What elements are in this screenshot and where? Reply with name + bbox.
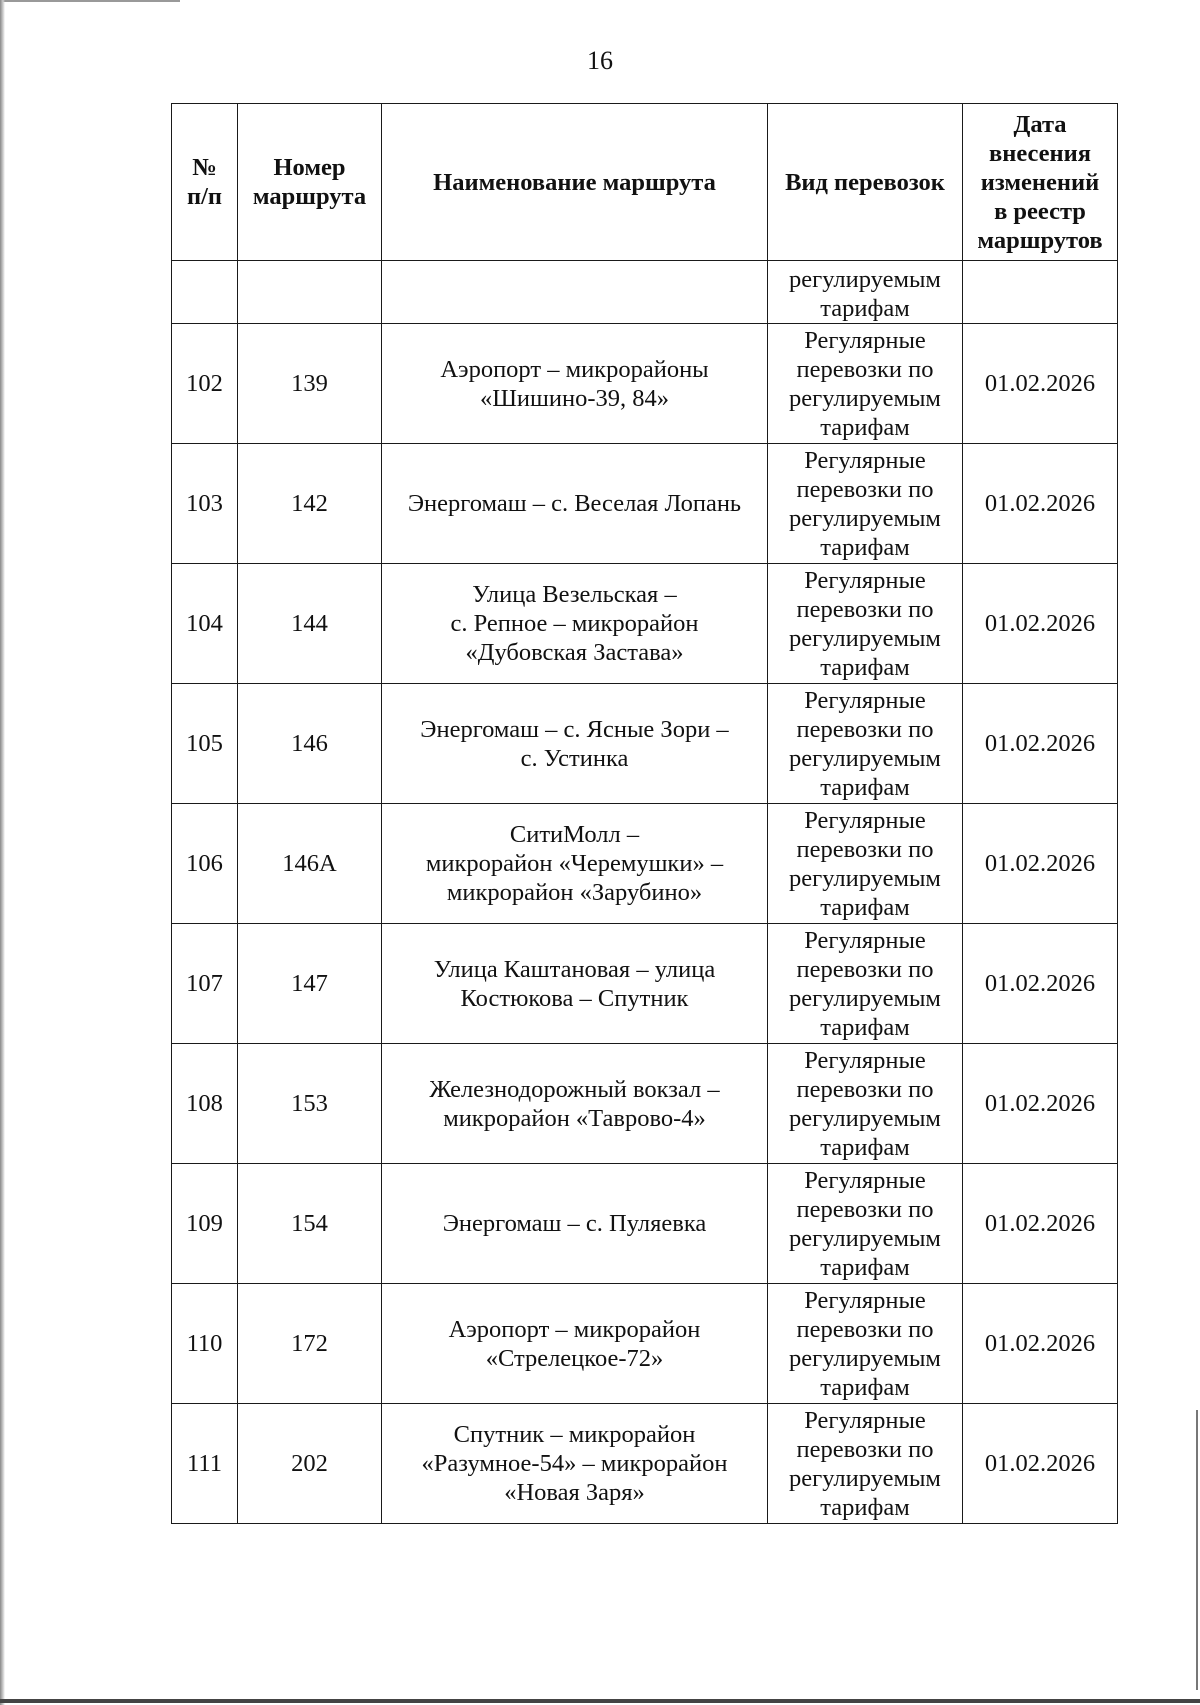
cell-route-number: 139 [238,324,382,444]
cell-text-line: Номер [273,154,346,181]
cell-text-line: регулируемым [789,624,941,652]
cell-text-line: Регулярные [804,1166,926,1194]
header-route-number [238,104,382,261]
cell-text-line: регулируемым [789,744,941,772]
cell-transport-type [768,261,963,324]
cell-route-number: 147 [238,924,382,1044]
cell-text-line: микрорайон «Черемушки» – [425,850,724,877]
cell-route-number: 202 [238,1404,382,1524]
cell-route-name [382,1164,768,1284]
table-row-continued [172,261,1118,324]
cell-text-line: тарифам [820,1373,910,1401]
table-row [172,804,1118,924]
table-row [172,684,1118,804]
cell-text-line: «Новая Заря» [504,1479,645,1506]
cell-text-line: Регулярные [804,926,926,954]
cell-text-line: перевозки по [796,355,934,383]
cell-text-line: тарифам [820,413,910,441]
cell-text-line: регулируемым [789,1104,941,1132]
cell-text-line: Наименование маршрута [433,168,716,196]
cell-date-changed: 01.02.2026 [963,1164,1118,1284]
cell-text-line: тарифам [820,893,910,921]
table-row [172,1404,1118,1524]
cell-text-line: тарифам [820,295,910,322]
table-row [172,1284,1118,1404]
scan-edge-bottom [0,1699,1200,1703]
cell-text-line: Костюкова – Спутник [460,984,689,1012]
cell-transport-type [768,444,963,564]
cell-text-line: тарифам [820,1253,910,1281]
cell-text-line: регулируемым [789,504,941,532]
cell-date-changed: 01.02.2026 [963,1044,1118,1164]
header-date-changed [963,104,1118,261]
cell-no: 105 [172,684,238,804]
cell-text-line: Регулярные [804,1046,926,1074]
cell-text-line: внесения [988,139,1092,167]
cell-transport-type [768,1404,963,1524]
cell-route-name [382,261,768,324]
scan-edge-left [0,0,5,1705]
cell-route-number: 144 [238,564,382,684]
cell-no: 111 [172,1404,238,1524]
cell-text-line: Дата [1013,110,1067,138]
cell-text-line: изменений [980,168,1100,196]
cell-text-line: СитиМолл – [509,821,640,848]
cell-text-line: Регулярные [804,1286,926,1314]
cell-date-changed: 01.02.2026 [963,1284,1118,1404]
cell-route-number: 142 [238,444,382,564]
cell-date-changed: 01.02.2026 [963,324,1118,444]
cell-transport-type [768,324,963,444]
cell-text-line: перевозки по [796,595,934,623]
cell-text-line: Энергомаш – с. Веселая Лопань [407,490,742,517]
cell-transport-type [768,924,963,1044]
cell-text-line: перевозки по [796,1195,934,1223]
cell-text-line: регулируемым [789,864,941,892]
cell-text-line: с. Репное – микрорайон [450,610,699,637]
header-transport-type [768,104,963,261]
cell-text-line: Регулярные [804,446,926,474]
cell-text-line: Регулярные [804,806,926,834]
cell-text-line: перевозки по [796,1435,934,1463]
cell-route-name [382,1404,768,1524]
scan-edge-right [1196,1410,1198,1690]
cell-text-line: Регулярные [804,686,926,714]
cell-text-line: «Шишино-39, 84» [479,384,670,412]
cell-text-line: перевозки по [796,835,934,863]
cell-date-changed: 01.02.2026 [963,444,1118,564]
cell-text-line: микрорайон «Зарубино» [446,879,703,906]
cell-text-line: регулируемым [789,1224,941,1252]
cell-text-line: маршрутов [977,226,1103,254]
routes-table [171,103,1118,1524]
cell-text-line: перевозки по [796,1075,934,1103]
cell-text-line: Улица Каштановая – улица [433,955,716,983]
cell-text-line: Железнодорожный вокзал – [429,1075,720,1103]
cell-text-line: в реестр [994,197,1086,225]
cell-text-line: Вид перевозок [785,168,945,196]
cell-no: 110 [172,1284,238,1404]
cell-route-name [382,564,768,684]
cell-no: 102 [172,324,238,444]
cell-text-line: перевозки по [796,715,934,743]
cell-text-line: тарифам [820,1493,910,1521]
cell-text-line: микрорайон «Таврово-4» [443,1104,706,1132]
cell-text-line: регулируемым [789,984,941,1012]
cell-text-line: регулируемым [789,266,941,293]
cell-route-name [382,684,768,804]
cell-no: 103 [172,444,238,564]
page-number: 16 [587,46,613,75]
cell-no: 108 [172,1044,238,1164]
cell-date-changed: 01.02.2026 [963,804,1118,924]
cell-text-line: Аэропорт – микрорайон [448,1315,701,1343]
cell-no: 104 [172,564,238,684]
cell-route-number: 154 [238,1164,382,1284]
header-route-name [382,104,768,261]
cell-text-line: регулируемым [789,1464,941,1492]
cell-route-name [382,1044,768,1164]
cell-transport-type [768,564,963,684]
cell-text-line: Энергомаш – с. Ясные Зори – [420,715,729,743]
cell-date-changed: 01.02.2026 [963,684,1118,804]
cell-text-line: Регулярные [804,1406,926,1434]
cell-route-number [238,261,382,324]
cell-text-line: Регулярные [804,326,926,354]
cell-transport-type [768,684,963,804]
cell-text-line: Спутник – микрорайон [453,1421,696,1448]
cell-date-changed: 01.02.2026 [963,1404,1118,1524]
cell-date-changed: 01.02.2026 [963,564,1118,684]
table-row [172,324,1118,444]
table-header-row [172,104,1118,261]
cell-text-line: перевозки по [796,475,934,503]
scan-edge-top [0,0,180,2]
cell-transport-type [768,804,963,924]
cell-text-line: тарифам [820,1013,910,1041]
cell-route-number: 146 [238,684,382,804]
cell-text-line: перевозки по [796,955,934,983]
cell-route-number: 172 [238,1284,382,1404]
cell-text-line: с. Устинка [520,744,629,772]
cell-text-line: Энергомаш – с. Пуляевка [442,1210,707,1237]
cell-route-number: 153 [238,1044,382,1164]
cell-no: 107 [172,924,238,1044]
cell-text-line: Улица Везельская – [472,581,677,608]
header-no [172,104,238,261]
cell-no: 109 [172,1164,238,1284]
cell-text-line: тарифам [820,1133,910,1161]
cell-text-line: № [192,154,217,181]
table-row [172,1164,1118,1284]
cell-text-line: регулируемым [789,1344,941,1372]
cell-text-line: тарифам [820,653,910,681]
cell-transport-type [768,1284,963,1404]
cell-no [172,261,238,324]
table-row [172,1044,1118,1164]
cell-no: 106 [172,804,238,924]
cell-route-name [382,804,768,924]
cell-date-changed: 01.02.2026 [963,924,1118,1044]
cell-text-line: «Разумное-54» – микрорайон [421,1450,728,1477]
cell-transport-type [768,1044,963,1164]
cell-text-line: маршрута [252,183,367,210]
table-row [172,444,1118,564]
cell-date-changed [963,261,1118,324]
table-row [172,924,1118,1044]
cell-route-number: 146А [238,804,382,924]
cell-route-name [382,1284,768,1404]
table-row [172,564,1118,684]
cell-route-name [382,444,768,564]
cell-text-line: «Дубовская Застава» [465,639,684,666]
cell-text-line: Регулярные [804,566,926,594]
cell-route-name [382,924,768,1044]
cell-text-line: «Стрелецкое-72» [485,1344,664,1372]
cell-text-line: тарифам [820,773,910,801]
cell-text-line: регулируемым [789,384,941,412]
cell-text-line: Аэропорт – микрорайоны [440,355,709,383]
cell-text-line: перевозки по [796,1315,934,1343]
cell-text-line: п/п [186,183,223,210]
cell-text-line: тарифам [820,533,910,561]
cell-route-name [382,324,768,444]
cell-transport-type [768,1164,963,1284]
